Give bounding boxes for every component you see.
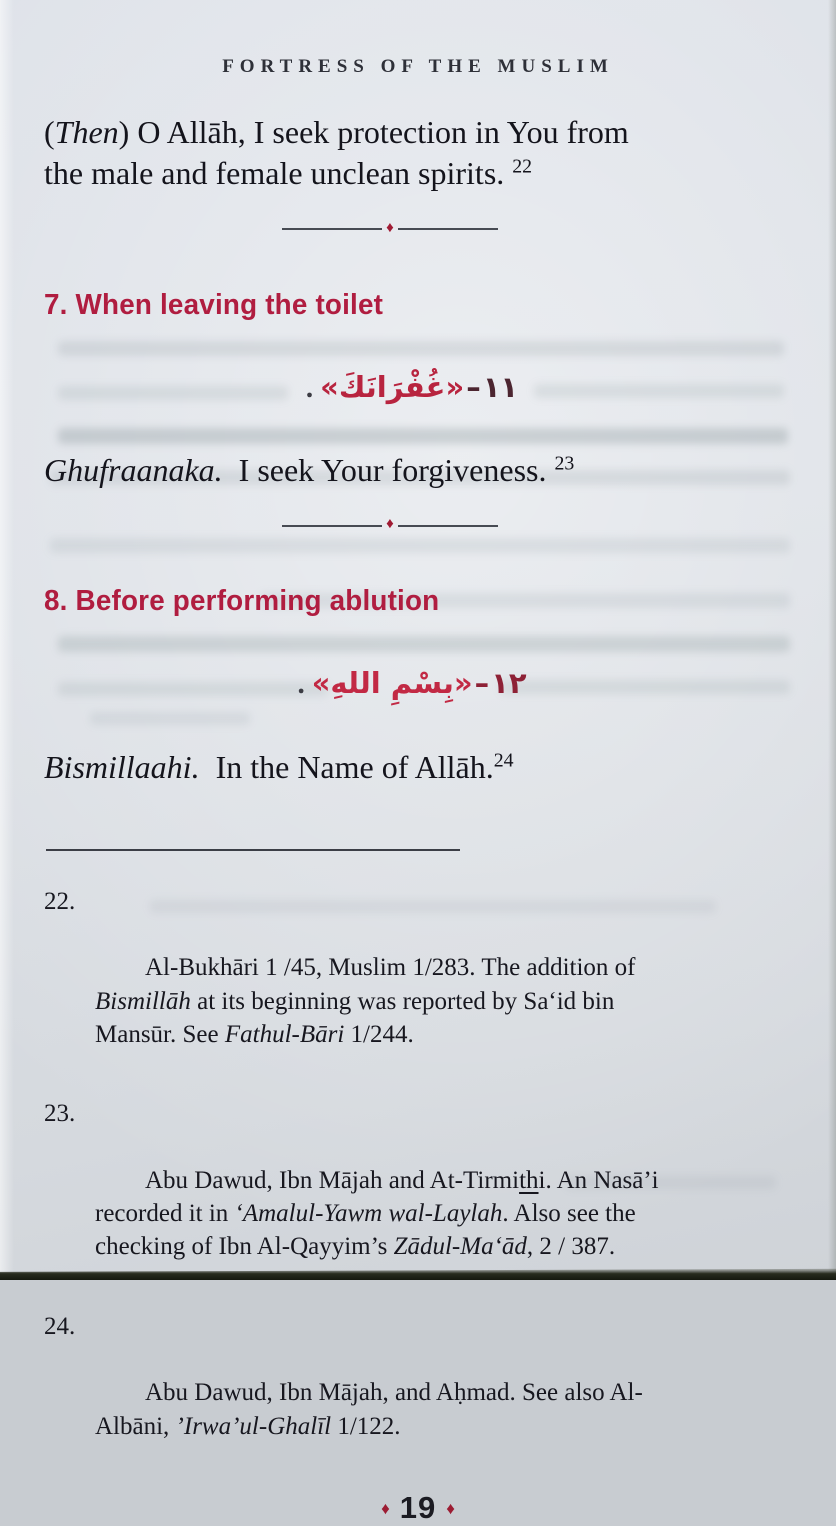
arabic-number: ١٢ [491, 666, 527, 701]
arabic-dash: – [466, 369, 481, 404]
footnote-number: 23. [44, 1100, 76, 1128]
divider-line [282, 525, 382, 527]
footnote-text: Al-Bukhāri 1 /45, Muslim 1/283. The addition of Bismillāh at its beginning was reported by Sa‘id bin Mansūr. See Fathul-Bāri 1/244. [95, 954, 636, 1048]
footnote-text: Abu Dawud, Ibn Mājah, and Aḥmad. See also Al- Albāni, ’Irwa’ul-Ghalīl 1/122. [95, 1379, 643, 1440]
arabic-dua-11 [38, 366, 786, 411]
footnote-text: Abu Dawud, Ibn Mājah and At-Tirmithi. An Nasā’i recorded it in ‘Amalul-Yawm wal-Laylah. Also see the checking of Ibn Al-Qayyim’s Zādul-Ma‘ād, 2 / 387. [95, 1166, 659, 1261]
intro-paragraph: (Then) O Allāh, I seek protection in You from the male and female unclean spirits. $^{22}$ [44, 114, 629, 191]
footnote-rule [46, 849, 460, 851]
arabic-phrase: «غُفْرَانَكَ» [320, 369, 465, 404]
section-heading-8: 8. Before performing ablution [44, 585, 440, 618]
divider-line [398, 228, 498, 230]
arabic-dash: – [474, 666, 490, 701]
page-number: 19 [399, 1490, 437, 1526]
section-divider [282, 219, 498, 237]
footnote-23 [44, 1097, 792, 1297]
running-header: FORTRESS OF THE MUSLIM [222, 56, 614, 77]
diamond-icon: ♦ [446, 1498, 455, 1518]
arabic-number: ١١ [482, 369, 519, 404]
footnote-number: 22. [44, 887, 76, 915]
diamond-icon: ♦ [381, 1498, 390, 1518]
divider-line [398, 525, 498, 527]
diamond-icon: ♦ [386, 219, 394, 236]
transliteration-line: Bismillaahi. In the Name of Allāh.$^{24}$ [44, 748, 514, 785]
divider-line [282, 228, 382, 230]
footnote-number: 24. [44, 1312, 76, 1340]
page-number-footer [44, 1490, 792, 1526]
diamond-icon: ♦ [386, 516, 394, 533]
transliteration-line: Ghufraanaka. I seek Your forgiveness. $^{23}$ [44, 452, 575, 489]
arabic-phrase: «بِسْمِ اللهِ» [311, 666, 473, 701]
footnote-22 [44, 885, 792, 1085]
section-divider [282, 518, 498, 533]
section-heading-7: 7. When leaving the toilet [44, 288, 384, 321]
footnotes-block [44, 885, 792, 1476]
arabic-period: . [297, 668, 305, 701]
footnote-24 [44, 1310, 792, 1476]
arabic-period: . [305, 371, 314, 404]
arabic-dua-12 [38, 662, 786, 707]
